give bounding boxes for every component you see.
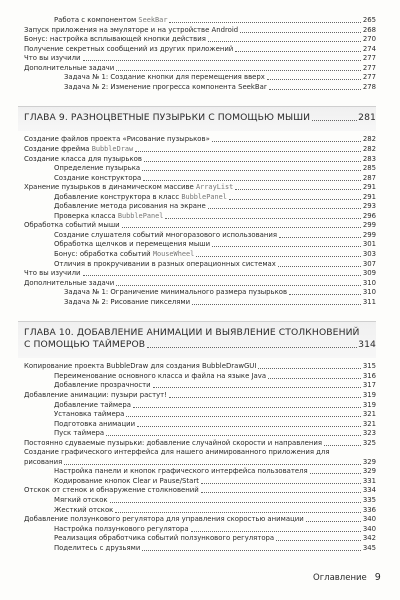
dot-leader xyxy=(310,472,361,474)
toc-entry-text: Отличия в прокручивании в разных операционных системах xyxy=(54,259,276,268)
dot-leader xyxy=(240,31,361,33)
toc-entry[interactable] xyxy=(54,250,376,259)
dot-leader xyxy=(153,386,361,388)
dot-leader xyxy=(212,245,361,247)
dot-leader xyxy=(147,346,357,348)
toc-entry[interactable] xyxy=(64,83,376,92)
toc-entry[interactable] xyxy=(24,221,376,230)
toc-page-number: 329 xyxy=(362,457,376,466)
dot-leader xyxy=(201,491,361,493)
toc-entry-text: Дополнительные задачи xyxy=(24,278,115,287)
toc-entry-title xyxy=(54,410,124,419)
toc-entry[interactable] xyxy=(24,515,376,524)
toc-entry-text: Дополнительные задачи xyxy=(24,63,115,72)
toc-entry[interactable] xyxy=(24,183,376,192)
toc-page-number: 270 xyxy=(362,35,376,44)
toc-page-number: 265 xyxy=(362,16,376,24)
code-term: ArrayList xyxy=(195,183,234,192)
toc-entry[interactable] xyxy=(24,269,376,278)
toc-entry[interactable] xyxy=(24,54,376,63)
dot-leader xyxy=(324,444,361,446)
dot-leader xyxy=(135,150,361,152)
toc-page-number: 283 xyxy=(362,154,376,163)
toc-page-number: 325 xyxy=(362,438,376,447)
toc-entry-text: Копирование проекта BubbleDraw для создания BubbleDrawGUI xyxy=(24,362,257,371)
toc-page-number: 278 xyxy=(362,82,376,91)
toc-page-number: 277 xyxy=(362,54,376,63)
toc-entry[interactable] xyxy=(64,73,376,82)
chapter-title xyxy=(24,112,376,124)
toc-entry[interactable] xyxy=(64,298,376,307)
toc-entry-title xyxy=(54,496,108,505)
dot-leader xyxy=(208,40,361,42)
toc-entry[interactable] xyxy=(24,279,376,288)
toc-page-number: 274 xyxy=(362,44,376,53)
dot-leader xyxy=(235,188,361,190)
toc-page-number: 311 xyxy=(362,297,376,306)
toc-entry-text: Установка таймера xyxy=(54,410,125,419)
toc-entry-text: Что вы изучили xyxy=(24,54,81,63)
toc-page-number: 282 xyxy=(362,144,376,153)
dot-leader xyxy=(289,293,361,295)
toc-page-number: 334 xyxy=(362,486,376,495)
chapter-title xyxy=(24,339,376,351)
toc-page-number: 268 xyxy=(362,25,376,34)
dot-leader xyxy=(201,482,361,484)
toc-entry[interactable] xyxy=(24,486,376,495)
dot-leader xyxy=(133,406,361,408)
toc-entry-text: Реализация обработчика событий ползункового регулятора xyxy=(54,534,275,543)
toc-entry-text: Бонус: обработка событий xyxy=(54,250,153,258)
toc-entry-text: Бонус: настройка всплывающей кнопки действия xyxy=(24,35,206,44)
toc-entry-title xyxy=(24,448,329,457)
toc-entry[interactable] xyxy=(54,410,376,419)
toc-entry[interactable] xyxy=(64,288,376,297)
toc-entry[interactable] xyxy=(54,506,376,515)
toc-entry-text: Добавление конструктора в класс xyxy=(54,192,182,201)
dot-leader xyxy=(306,520,361,522)
toc-entry-title xyxy=(54,372,266,381)
toc-entry[interactable] xyxy=(54,202,376,211)
toc-entry-title xyxy=(24,54,81,63)
toc-entry[interactable] xyxy=(54,212,376,221)
footer-page-number: 9 xyxy=(374,572,381,583)
toc-entry-text: Задача № 2: Рисование пикселями xyxy=(64,297,191,306)
toc-entry[interactable] xyxy=(24,145,376,154)
toc-entry-text: Задача № 1: Создание кнопки для перемещения вверх xyxy=(64,73,265,82)
toc-entry-title xyxy=(24,269,81,278)
toc-entry-title xyxy=(54,544,140,553)
toc-page-number: 323 xyxy=(362,429,376,438)
toc-entry-title xyxy=(54,381,151,390)
toc-entry-text: Создание слушателя событий многоразового использования xyxy=(54,230,278,239)
toc-entry-title xyxy=(24,64,114,73)
toc-page-number: 340 xyxy=(362,515,376,524)
toc-entry[interactable] xyxy=(54,429,376,438)
chapter-title-text: ГЛАВА 10. ДОБАВЛЕНИЕ АНИМАЦИИ И ВЫЯВЛЕНИЕ СТОЛКНОВЕНИЙ xyxy=(24,327,360,339)
toc-page-number: 310 xyxy=(362,278,376,287)
dot-leader xyxy=(312,119,357,121)
dot-leader xyxy=(64,463,361,465)
dot-leader xyxy=(276,539,361,541)
toc-page-number: 329 xyxy=(362,467,376,476)
dot-leader xyxy=(142,169,361,171)
dot-leader xyxy=(83,274,361,276)
toc-entry-text: Получение секретных сообщений из других приложений xyxy=(24,44,234,53)
toc-entry-text: Запуск приложения на эмуляторе и на устройстве Android xyxy=(24,25,239,34)
toc-entry-title xyxy=(24,458,62,467)
toc-entry-title xyxy=(54,420,135,429)
toc-page-number: 309 xyxy=(362,269,376,278)
toc-entry-title xyxy=(24,35,206,44)
toc-entry-title xyxy=(24,221,120,230)
toc-page-number: 331 xyxy=(362,476,376,485)
toc-entry-text: Добавление таймера xyxy=(54,400,131,409)
dot-leader xyxy=(116,69,361,71)
toc-entry-title xyxy=(54,467,308,476)
toc-entry[interactable] xyxy=(24,64,376,73)
toc-entry-text: Переименование основного класса и файла на языке Java xyxy=(54,371,267,380)
toc-page-number: 303 xyxy=(362,250,376,258)
dot-leader xyxy=(212,140,361,142)
page-footer xyxy=(313,572,381,583)
toc-entry-text: Создание фрейма xyxy=(24,144,92,153)
dot-leader xyxy=(191,530,361,532)
toc-page-number: 282 xyxy=(362,135,376,144)
toc-page-number: 285 xyxy=(362,164,376,173)
toc-entry-title xyxy=(64,73,265,82)
toc-entry[interactable] xyxy=(54,381,376,390)
dot-leader xyxy=(83,59,361,61)
toc-entry-title xyxy=(54,231,277,240)
code-term: BubblePanel xyxy=(181,192,227,201)
dot-leader xyxy=(144,160,361,162)
toc-page-number: 319 xyxy=(362,390,376,399)
toc-entry[interactable] xyxy=(24,448,376,457)
toc-page-number: 336 xyxy=(362,505,376,514)
toc-entry[interactable] xyxy=(24,26,376,35)
toc-entry-text: Создание графического интерфейса для нашего анимированного приложения для xyxy=(24,448,330,457)
toc-entry-text: Создание конструктора xyxy=(54,173,142,182)
toc-page-number: 345 xyxy=(362,543,376,552)
toc-entry-title xyxy=(54,250,194,259)
toc-entry-text: Проверка класса xyxy=(54,211,118,220)
toc-entry-text: Настройка панели и кнопок графического интерфейса пользователя xyxy=(54,467,308,476)
toc-page-number: 315 xyxy=(362,362,376,371)
toc-entry[interactable] xyxy=(54,16,376,25)
toc-entry-title xyxy=(24,135,210,144)
toc-entry-title xyxy=(54,429,104,438)
toc-entry[interactable] xyxy=(54,174,376,183)
toc-entry-title xyxy=(64,83,267,92)
code-term: BubblePanel xyxy=(117,211,164,220)
toc-entry-title xyxy=(24,515,304,524)
dot-leader xyxy=(192,303,361,305)
toc-entry-title xyxy=(64,288,287,297)
toc-entry-text: Кодирование кнопок Clear и Pause/Start xyxy=(54,476,199,485)
toc-entry-title xyxy=(54,534,274,543)
toc-entry-title xyxy=(54,164,140,173)
toc-entry[interactable] xyxy=(54,467,376,476)
toc-page-number: 299 xyxy=(362,221,376,230)
toc-entry-title xyxy=(54,525,189,534)
dot-leader xyxy=(116,284,361,286)
toc-page-number: 321 xyxy=(362,410,376,419)
toc-page-number: 316 xyxy=(362,371,376,380)
toc-entry[interactable] xyxy=(24,135,376,144)
footer-label: Оглавление xyxy=(313,573,367,583)
toc-entry[interactable] xyxy=(54,231,376,240)
toc-entry-text: Отскок от стенок и обнаружение столкновений xyxy=(24,486,199,495)
toc-entry[interactable] xyxy=(24,458,376,467)
toc-entry-text: Работа с компонентом xyxy=(54,16,139,24)
dot-leader xyxy=(169,21,360,23)
toc-entry-title xyxy=(24,279,114,288)
dot-leader xyxy=(110,501,361,503)
toc-entry-text: Добавление метода рисования на экране xyxy=(54,202,206,211)
toc-entry-title xyxy=(54,260,276,269)
toc-entry[interactable] xyxy=(54,240,376,249)
toc-entry-text: Хранение пузырьков в динамическом массиве xyxy=(24,183,196,192)
toc-entry-title xyxy=(54,401,131,410)
toc-entry-title xyxy=(54,212,163,221)
toc-entry[interactable] xyxy=(54,544,376,553)
toc-page-number: 293 xyxy=(362,202,376,211)
toc-entry-title xyxy=(24,145,133,154)
toc-entry[interactable] xyxy=(24,45,376,54)
toc-entry-title xyxy=(54,477,199,486)
toc-entry-text: Подготовка анимации xyxy=(54,419,136,428)
toc-entry[interactable] xyxy=(54,477,376,486)
toc-page-number: 319 xyxy=(362,400,376,409)
dot-leader xyxy=(115,511,361,513)
code-term: SeekBar xyxy=(138,16,168,24)
toc-entry-title xyxy=(24,391,167,400)
dot-leader xyxy=(106,434,361,436)
chapter-title-text: С ПОМОЩЬЮ ТАЙМЕРОВ xyxy=(24,339,146,351)
dot-leader xyxy=(258,367,360,369)
chapter-title-text: ГЛАВА 9. РАЗНОЦВЕТНЫЕ ПУЗЫРЬКИ С ПОМОЩЬЮ МЫШИ xyxy=(24,112,311,124)
toc-page-number: 291 xyxy=(362,192,376,201)
toc-entry-text: Задача № 2: Изменение прогресса компонента SeekBar xyxy=(64,82,267,91)
toc-entry-title xyxy=(24,439,322,448)
toc-entry[interactable] xyxy=(24,35,376,44)
toc-entry-text: Добавление ползункового регулятора для управления скоростью анимации xyxy=(24,515,304,524)
toc-page-number: 335 xyxy=(362,496,376,504)
toc-entry-text: Определение пузырька xyxy=(54,164,141,173)
chapter-page-number: 314 xyxy=(358,339,376,351)
toc-entry[interactable] xyxy=(54,372,376,381)
toc-entry-title xyxy=(54,193,227,202)
dot-leader xyxy=(235,50,361,52)
toc-entry-text: Создание файлов проекта «Рисование пузырьков» xyxy=(24,135,210,144)
toc-entry-title xyxy=(54,174,141,183)
dot-leader xyxy=(267,78,361,80)
toc-entry-text: рисования xyxy=(24,457,63,466)
toc-page-number: 321 xyxy=(362,419,376,428)
toc-entry-title xyxy=(54,202,206,211)
toc-entry[interactable] xyxy=(54,525,376,534)
dot-leader xyxy=(208,207,361,209)
toc-entry-text: Что вы изучили xyxy=(24,269,81,278)
toc-page-number: 307 xyxy=(362,259,376,268)
toc-entry-text: Пуск таймера xyxy=(54,429,105,438)
toc-entry[interactable] xyxy=(24,362,376,371)
code-term: BubbleDraw xyxy=(91,144,134,153)
dot-leader xyxy=(122,226,361,228)
toc-entry[interactable] xyxy=(24,155,376,164)
dot-leader xyxy=(169,396,361,398)
dot-leader xyxy=(137,425,361,427)
toc-entry-title xyxy=(64,298,190,307)
toc-entry-text: Задача № 1: Ограничение минимального размера пузырьков xyxy=(64,288,288,297)
toc-entry-text: Добавление прозрачности xyxy=(54,381,151,390)
toc-entry-title xyxy=(54,506,113,515)
toc-entry-text: Жесткий отскок xyxy=(54,505,114,514)
toc-page-number: 310 xyxy=(362,288,376,297)
dot-leader xyxy=(278,265,361,267)
toc-page-number: 342 xyxy=(362,534,376,543)
toc-entry-text: Мягкий отскок xyxy=(54,496,108,504)
dot-leader xyxy=(142,549,361,551)
code-term: MouseWheel xyxy=(152,250,195,258)
toc-entry[interactable] xyxy=(54,534,376,543)
dot-leader xyxy=(126,415,361,417)
dot-leader xyxy=(279,236,361,238)
toc-page-number: 287 xyxy=(362,173,376,182)
toc-entry-title xyxy=(24,45,233,54)
toc-entry-text: Настройка ползункового регулятора xyxy=(54,524,189,533)
toc-entry-title xyxy=(54,16,167,25)
toc-entry[interactable] xyxy=(54,193,376,202)
toc-entry-title xyxy=(24,26,238,35)
toc-page-number: 301 xyxy=(362,240,376,249)
dot-leader xyxy=(229,198,361,200)
toc-entry-text: Поделитесь с друзьями xyxy=(54,543,141,552)
toc-entry[interactable] xyxy=(54,401,376,410)
dot-leader xyxy=(196,255,361,257)
toc-page-number: 277 xyxy=(362,63,376,72)
toc-entry[interactable] xyxy=(54,420,376,429)
toc-entry[interactable] xyxy=(24,439,376,448)
toc-page-number: 317 xyxy=(362,381,376,390)
toc-entry-text: Обработка щелчков и перемещения мыши xyxy=(54,240,211,249)
toc-entry[interactable] xyxy=(54,260,376,269)
dot-leader xyxy=(143,179,361,181)
toc-entry-text: Создание класса для пузырьков xyxy=(24,154,142,163)
toc-entry[interactable] xyxy=(24,391,376,400)
chapter-title xyxy=(24,327,376,339)
toc-entry-title xyxy=(24,183,233,192)
toc-entry-title xyxy=(54,240,210,249)
toc-page-number: 340 xyxy=(362,524,376,533)
toc-page-number: 296 xyxy=(362,211,376,220)
toc-entry[interactable] xyxy=(54,496,376,505)
toc-entry-text: Постоянно сдуваемые пузырьки: добавление случайной скорости и направления xyxy=(24,438,323,447)
dot-leader xyxy=(165,217,360,219)
toc-entry-text: Обработка событий мыши xyxy=(24,221,120,230)
toc-page-number: 299 xyxy=(362,230,376,239)
toc-page-number: 277 xyxy=(362,73,376,82)
dot-leader xyxy=(268,377,361,379)
toc-entry[interactable] xyxy=(54,164,376,173)
toc-entry-title xyxy=(24,362,256,371)
chapter-page-number: 281 xyxy=(358,112,376,124)
toc-entry-title xyxy=(24,486,199,495)
toc-entry-text: Добавление анимации: пузыри растут! xyxy=(24,390,167,399)
toc-page-number: 291 xyxy=(362,183,376,192)
toc-entry-title xyxy=(24,155,142,164)
dot-leader xyxy=(269,88,361,90)
